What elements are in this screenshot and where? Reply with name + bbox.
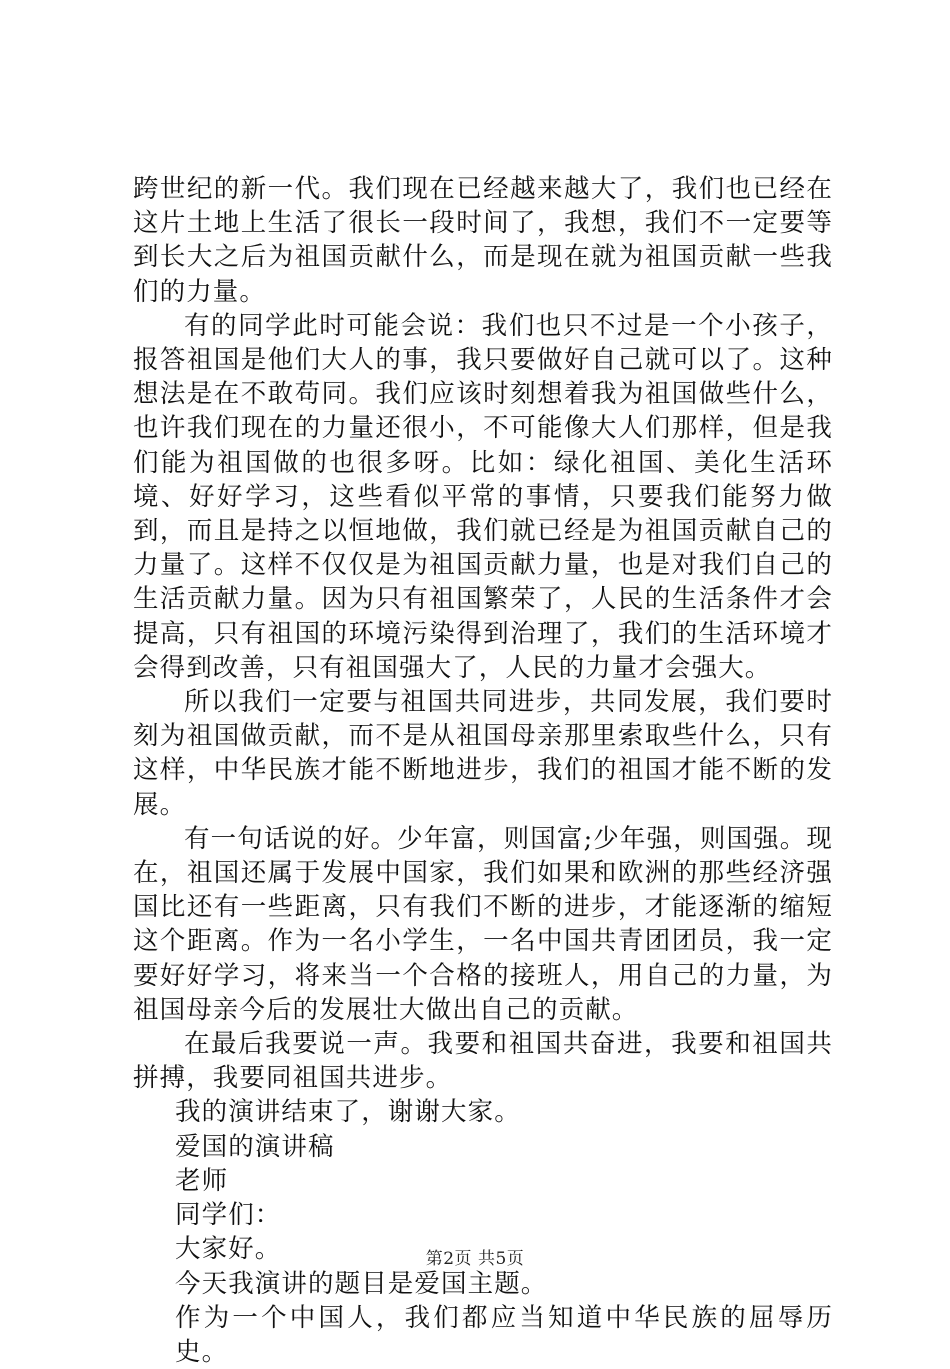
speech-title: 爱国的演讲稿 [175, 1131, 335, 1162]
document-body [133, 172, 833, 1369]
salutation-teacher: 老师 [175, 1165, 229, 1196]
greeting: 大家好。 [175, 1234, 282, 1265]
page-number: 第2页 共5页 [425, 1249, 525, 1269]
paragraph: 有一句话说的好。少年富，则国富;少年强，则国强。现在，祖国还属于发展中国家，我们如果和欧洲的那些经济强国比还有一些距离，只有我们不断的进步，才能逐渐的缩短这个距离。作为一名小学生，一名中国共青团团员，我一定要好好学习，将来当一个合格的接班人，用自己的力量，为祖国母亲今后的发展壮大做出自己的贡献。 [133, 823, 833, 1025]
paragraph: 今天我演讲的题目是爱国主题。 [175, 1268, 548, 1299]
paragraph: 所以我们一定要与祖国共同进步，共同发展，我们要时刻为祖国做贡献，而不是从祖国母亲那里索取些什么，只有这样，中华民族才能不断地进步，我们的祖国才能不断的发展。 [133, 687, 833, 820]
paragraph: 有的同学此时可能会说：我们也只不过是一个小孩子，报答祖国是他们大人的事，我只要做好自己就可以了。这种想法是在不敢苟同。我们应该时刻想着我为祖国做些什么，也许我们现在的力量还很小，不可能像大人们那样，但是我们能为祖国做的也很多呀。比如：绿化祖国、美化生活环境、好好学习，这些看似平常的事情，只要我们能努力做到，而且是持之以恒地做，我们就已经是为祖国贡献自己的力量了。这样不仅仅是为祖国贡献力量，也是对我们自己的生活贡献力量。因为只有祖国繁荣了，人民的生活条件才会提高，只有祖国的环境污染得到治理了，我们的生活环境才会得到改善，只有祖国强大了，人民的力量才会强大。 [133, 310, 833, 683]
paragraph: 作为一个中国人，我们都应当知道中华民族的屈辱历史。 [175, 1302, 833, 1367]
paragraph: 在最后我要说一声。我要和祖国共奋进，我要和祖国共拼搏，我要同祖国共进步。 [133, 1029, 833, 1094]
salutation-students: 同学们： [175, 1200, 282, 1231]
paragraph-continuation: 跨世纪的新一代。我们现在已经越来越大了，我们也已经在这片土地上生活了很长一段时间了，我想，我们不一定要等到长大之后为祖国贡献什么，而是现在就为祖国贡献一些我们的力量。 [133, 174, 833, 307]
closing-line: 我的演讲结束了，谢谢大家。 [175, 1097, 521, 1128]
